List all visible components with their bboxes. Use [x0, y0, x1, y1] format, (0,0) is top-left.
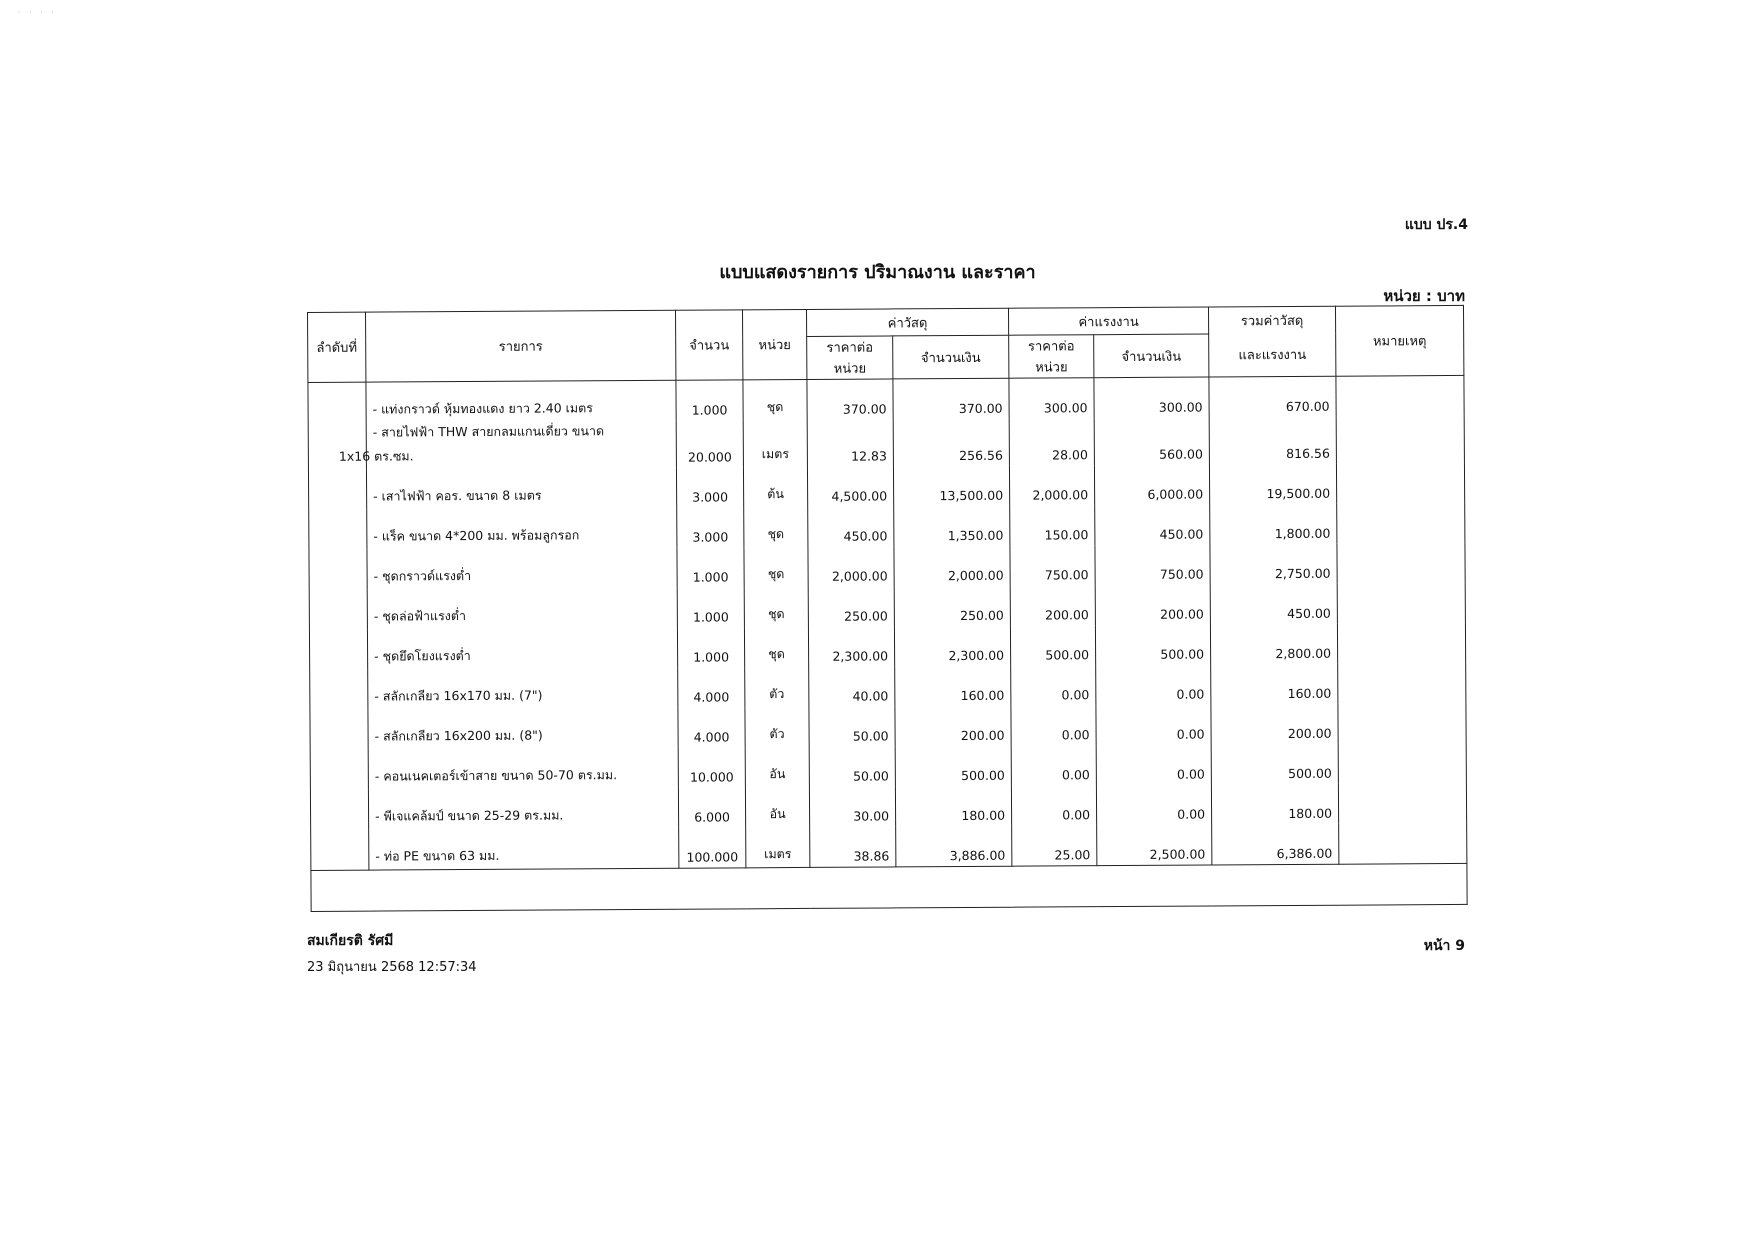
item-text: - ชุดกราวด์แรงต่ำ	[373, 568, 472, 584]
cell-labor-unit-price: 2,000.00	[1009, 465, 1094, 506]
cell-remark	[1338, 743, 1466, 784]
table-row	[310, 663, 1466, 710]
page-number: หน้า 9	[1423, 938, 1465, 954]
empty-row	[311, 863, 1467, 911]
cell-total: 1,800.00	[1210, 504, 1337, 545]
cell-unit: เมตร	[743, 420, 807, 467]
table-body	[308, 375, 1467, 911]
cell-item	[367, 508, 677, 550]
cell-labor-amount: 200.00	[1095, 584, 1210, 625]
item-text: - สลักเกลียว 16x170 มม. (7")	[374, 687, 543, 704]
item-text: - ชุดยึดโยงแรงต่ำ	[374, 648, 471, 664]
item-text: - แร็ค ขนาด 4*200 มม. พร้อมลูกรอก	[373, 527, 580, 544]
table-row	[309, 503, 1465, 550]
table-row	[309, 623, 1465, 670]
cell-material-amount: 256.56	[893, 419, 1009, 467]
cell-labor-unit-price: 28.00	[1009, 418, 1094, 466]
cell-material-unit-price: 50.00	[809, 746, 895, 787]
scan-artifact: · · · ·	[18, 8, 57, 17]
table-row	[310, 743, 1466, 790]
col-material-unit-price: ราคาต่อหน่วย	[807, 336, 893, 380]
cell-qty: 20.000	[676, 420, 743, 467]
cell-labor-unit-price: 150.00	[1010, 505, 1095, 546]
cell-material-unit-price: 250.00	[808, 586, 894, 627]
cell-labor-unit-price: 0.00	[1011, 745, 1096, 786]
cell-labor-unit-price: 200.00	[1010, 585, 1095, 626]
cell-unit: ชุด	[744, 627, 808, 667]
cell-labor-unit-price: 500.00	[1010, 625, 1095, 666]
cell-material-amount: 500.00	[895, 746, 1011, 787]
cell-item	[338, 421, 676, 470]
cell-seq	[311, 830, 369, 871]
item-text: - สายไฟฟ้า THW สายกลมแกนเดี่ยว ขนาด	[372, 423, 605, 440]
cell-unit: ชุด	[743, 379, 807, 420]
cell-material-amount: 200.00	[895, 706, 1011, 747]
col-total-line1: รวมค่าวัสดุ	[1208, 306, 1335, 334]
empty-cell	[311, 863, 1467, 911]
col-seq: ลำดับที่	[308, 312, 366, 382]
cell-unit: อัน	[745, 747, 809, 787]
cell-unit: ชุด	[744, 547, 808, 587]
cell-total: 19,500.00	[1209, 464, 1336, 505]
cell-labor-unit-price: 300.00	[1009, 378, 1094, 419]
cell-material-unit-price: 450.00	[808, 506, 894, 547]
item-text: - แท่งกราวด์ หุ้มทองแดง ยาว 2.40 เมตร	[372, 400, 594, 417]
cell-material-unit-price: 30.00	[809, 786, 895, 827]
cell-total: 816.56	[1209, 417, 1336, 465]
cell-material-unit-price: 370.00	[807, 379, 893, 420]
cell-unit: เมตร	[746, 827, 810, 868]
item-text: - ชุดล่อฟ้าแรงต่ำ	[373, 608, 467, 624]
document-title: แบบแสดงรายการ ปริมาณงาน และราคา	[719, 262, 1036, 283]
cell-labor-unit-price: 750.00	[1010, 545, 1095, 586]
cell-unit: ตัว	[745, 707, 809, 747]
col-item: รายการ	[366, 310, 676, 382]
cell-qty: 10.000	[678, 747, 745, 787]
col-labor-unit-price: ราคาต่อหน่วย	[1009, 335, 1094, 379]
cell-qty: 4.000	[678, 667, 745, 707]
item-text: - สลักเกลียว 16x200 มม. (8")	[374, 727, 543, 744]
table-row	[311, 823, 1467, 871]
cell-labor-amount: 2,500.00	[1097, 824, 1212, 865]
col-remark: หมายเหตุ	[1335, 305, 1463, 376]
cell-seq	[310, 750, 368, 790]
cell-qty: 6.000	[678, 787, 745, 827]
table-row	[308, 463, 1464, 510]
cell-remark	[1336, 416, 1464, 464]
form-code: แบบ ปร.4	[1404, 217, 1468, 233]
cell-material-amount: 2,300.00	[894, 626, 1010, 667]
cell-labor-amount: 500.00	[1095, 624, 1210, 665]
cell-material-unit-price: 12.83	[807, 419, 893, 467]
cell-qty: 1.000	[676, 380, 743, 421]
cell-item	[366, 468, 676, 510]
cell-remark	[1338, 703, 1466, 744]
col-qty: จำนวน	[675, 310, 742, 380]
cell-seq	[309, 630, 367, 670]
cell-material-amount: 3,886.00	[896, 826, 1012, 867]
cell-total: 2,800.00	[1210, 624, 1337, 665]
cell-material-amount: 160.00	[895, 666, 1011, 707]
cell-unit: อัน	[745, 787, 809, 827]
signer-name: สมเกียรติ รัศมี	[307, 933, 394, 949]
cell-material-unit-price: 40.00	[809, 666, 895, 707]
cell-seq	[309, 510, 367, 550]
cell-remark	[1339, 823, 1467, 864]
col-unit: หน่วย	[742, 309, 806, 379]
cell-item	[367, 548, 677, 590]
cell-total: 2,750.00	[1210, 544, 1337, 585]
cell-item	[368, 788, 678, 830]
cell-seq	[310, 670, 368, 710]
cell-material-amount: 1,350.00	[894, 506, 1010, 547]
cell-total: 450.00	[1210, 584, 1337, 625]
cell-labor-unit-price: 0.00	[1011, 665, 1096, 706]
col-material-group: ค่าวัสดุ	[806, 308, 1008, 336]
cell-total: 180.00	[1211, 784, 1338, 825]
cell-material-unit-price: 50.00	[809, 706, 895, 747]
cell-remark	[1337, 543, 1465, 584]
cell-material-unit-price: 38.86	[810, 826, 896, 867]
table-row	[308, 416, 1464, 470]
cell-seq	[309, 550, 367, 590]
boq-table	[307, 305, 1468, 912]
cell-item	[368, 708, 678, 750]
cell-labor-amount: 6,000.00	[1094, 464, 1209, 505]
table-row	[309, 543, 1465, 590]
cell-qty: 3.000	[676, 467, 743, 507]
cell-material-amount: 370.00	[893, 378, 1009, 419]
cell-material-amount: 250.00	[894, 586, 1010, 627]
col-labor-amount: จำนวนเงิน	[1094, 334, 1209, 378]
cell-qty: 1.000	[677, 587, 744, 627]
cell-labor-amount: 560.00	[1094, 417, 1209, 465]
cell-remark	[1336, 375, 1464, 416]
item-text: - พีเจแคล้มป์ ขนาด 25-29 ตร.มม.	[375, 807, 564, 824]
cell-material-amount: 13,500.00	[893, 466, 1009, 507]
cell-total: 6,386.00	[1212, 824, 1339, 865]
cell-remark	[1337, 623, 1465, 664]
item-text: - ท่อ PE ขนาด 63 มม.	[375, 847, 500, 864]
cell-remark	[1338, 663, 1466, 704]
cell-seq	[308, 470, 366, 510]
cell-labor-amount: 450.00	[1095, 504, 1210, 545]
cell-material-amount: 2,000.00	[894, 546, 1010, 587]
cell-labor-amount: 0.00	[1096, 664, 1211, 705]
cell-total: 670.00	[1209, 376, 1336, 417]
cell-remark	[1336, 463, 1464, 504]
col-total-line2: และแรงงาน	[1209, 333, 1336, 377]
cell-seq	[308, 382, 366, 423]
cell-item	[368, 748, 678, 790]
table-row	[309, 583, 1465, 630]
item-text: - เสาไฟฟ้า คอร. ขนาด 8 เมตร	[373, 487, 542, 504]
unit-note: หน่วย : บาท	[1383, 287, 1465, 305]
cell-labor-amount: 300.00	[1094, 377, 1209, 418]
cell-seq	[310, 710, 368, 750]
cell-labor-amount: 0.00	[1096, 744, 1211, 785]
cell-labor-amount: 0.00	[1096, 704, 1211, 745]
cell-remark	[1337, 583, 1465, 624]
cell-unit: ชุด	[744, 507, 808, 547]
table-row	[310, 703, 1466, 750]
cell-qty: 1.000	[677, 547, 744, 587]
cell-material-unit-price: 2,300.00	[808, 626, 894, 667]
cell-labor-unit-price: 25.00	[1012, 825, 1097, 866]
cell-remark	[1338, 783, 1466, 824]
cell-seq	[310, 790, 368, 830]
cell-seq	[309, 590, 367, 630]
cell-labor-amount: 0.00	[1096, 784, 1211, 825]
cell-unit: ต้น	[743, 467, 807, 507]
col-labor-group: ค่าแรงงาน	[1008, 307, 1208, 335]
item-text-continued: 1x16 ตร.ซม.	[338, 448, 414, 464]
col-material-amount: จำนวนเงิน	[893, 335, 1009, 379]
printed-timestamp: 23 มิถุนายน 2568 12:57:34	[307, 960, 477, 975]
cell-material-unit-price: 2,000.00	[808, 546, 894, 587]
table-row	[310, 783, 1466, 830]
cell-labor-unit-price: 0.00	[1011, 785, 1096, 826]
cell-material-amount: 180.00	[895, 786, 1011, 827]
cell-item	[367, 588, 677, 630]
cell-item	[368, 668, 678, 710]
cell-item	[367, 628, 677, 670]
cell-total: 160.00	[1211, 664, 1338, 705]
cell-labor-amount: 750.00	[1095, 544, 1210, 585]
cell-total: 200.00	[1211, 704, 1338, 745]
cell-material-unit-price: 4,500.00	[807, 466, 893, 507]
cell-qty: 100.000	[679, 827, 746, 868]
cell-qty: 1.000	[677, 627, 744, 667]
cell-labor-unit-price: 0.00	[1011, 705, 1096, 746]
cell-item	[369, 828, 679, 870]
boq-table-container	[307, 305, 1467, 906]
table-row	[308, 375, 1464, 423]
cell-unit: ตัว	[745, 667, 809, 707]
cell-total: 500.00	[1211, 744, 1338, 785]
cell-unit: ชุด	[744, 587, 808, 627]
item-text: - คอนเนคเตอร์เข้าสาย ขนาด 50-70 ตร.มม.	[374, 767, 618, 784]
cell-item	[366, 380, 676, 422]
cell-remark	[1337, 503, 1465, 544]
cell-qty: 3.000	[677, 507, 744, 547]
cell-qty: 4.000	[678, 707, 745, 747]
